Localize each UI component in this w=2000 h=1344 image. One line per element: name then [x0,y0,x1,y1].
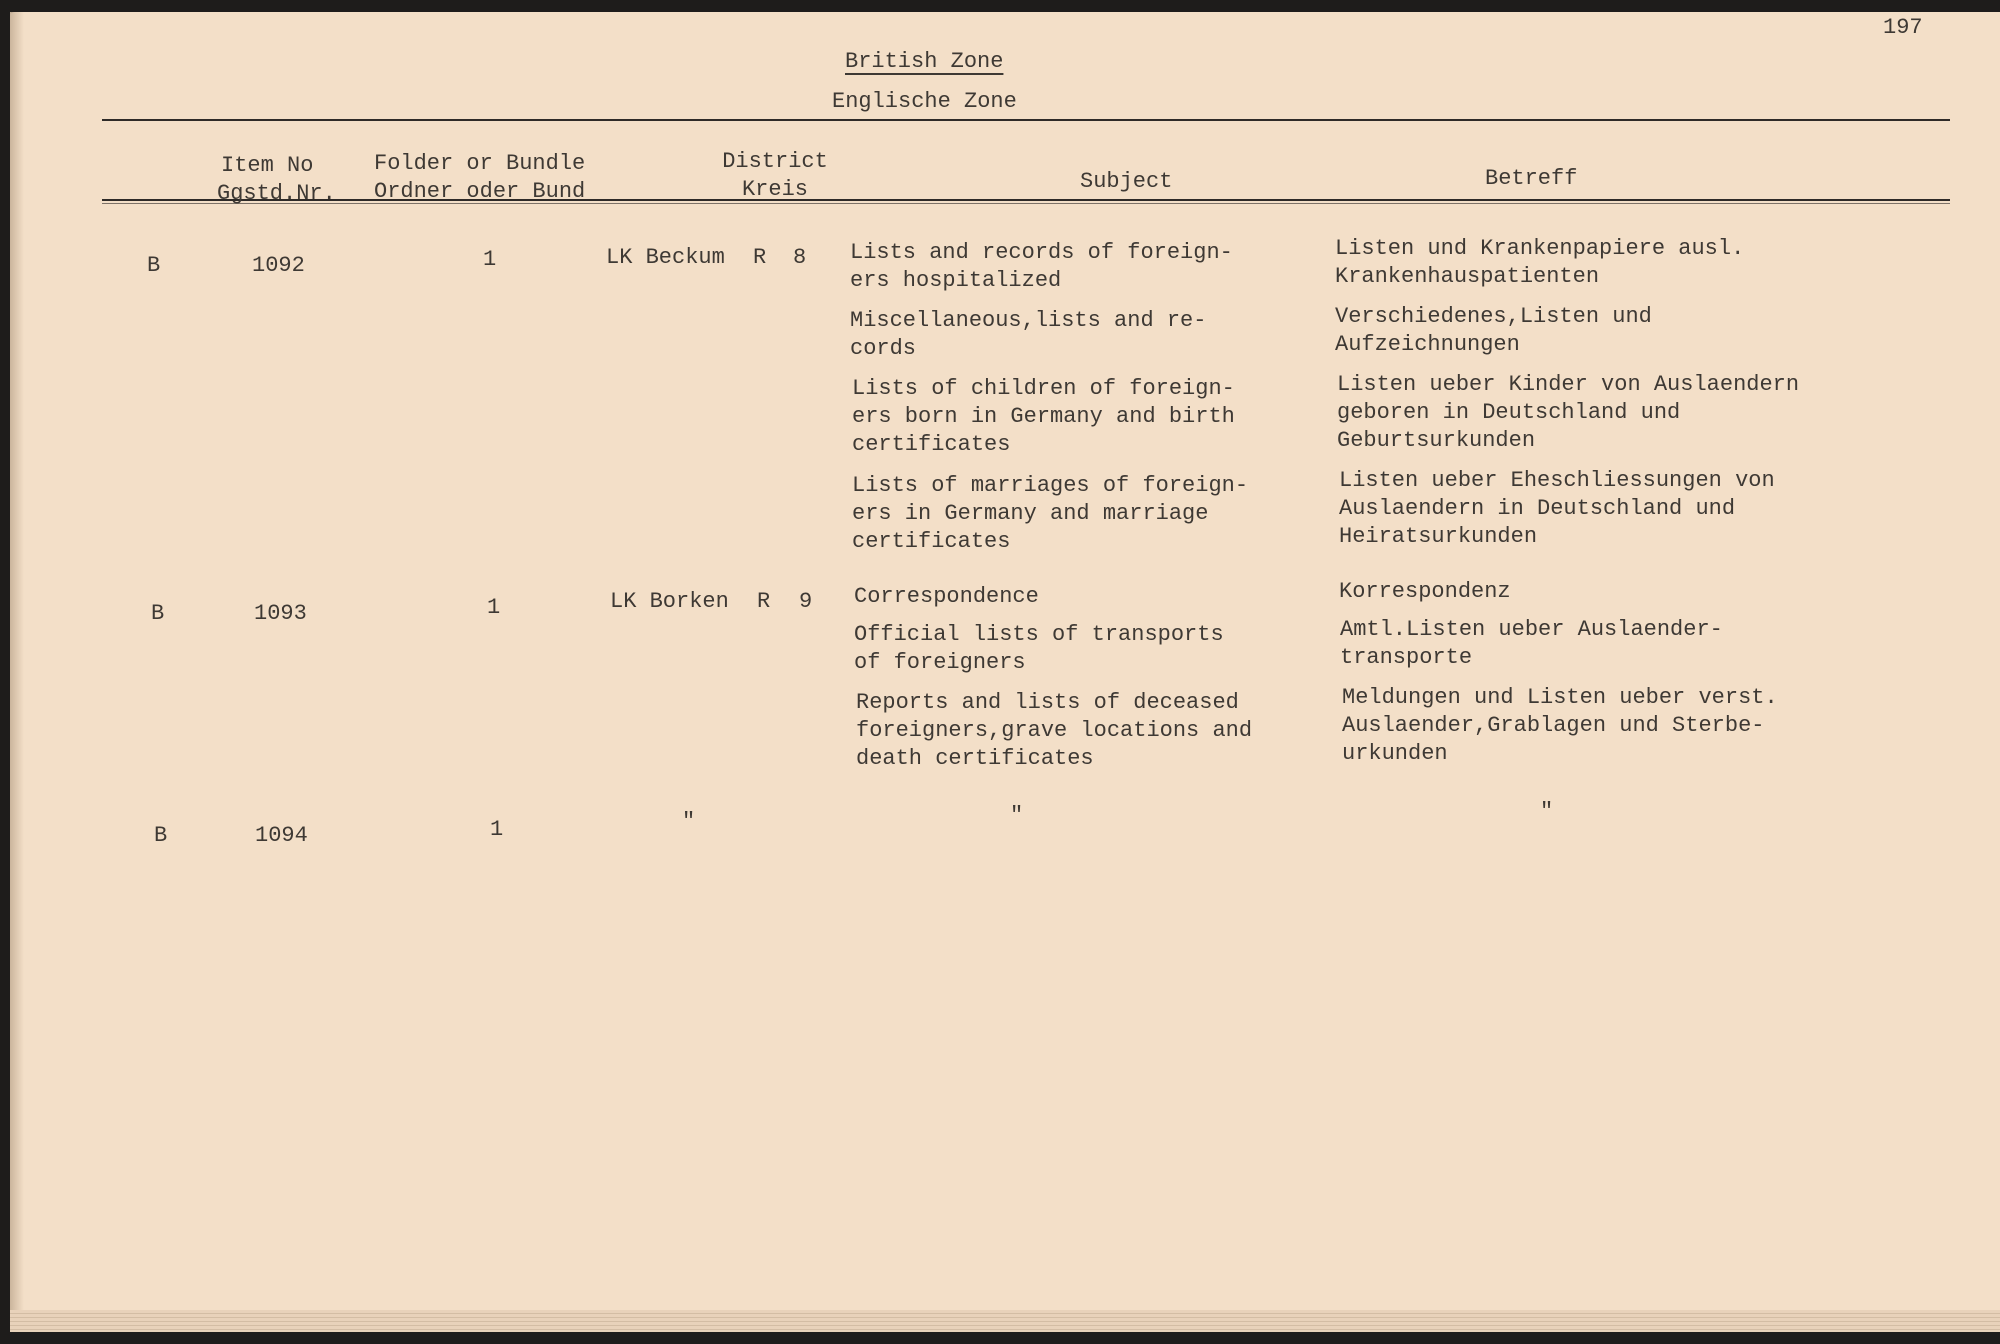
page-number: 197 [1883,15,1923,40]
row-1092-district: LK Beckum [606,245,725,270]
betreff-line: Krankenhauspatienten [1335,264,1600,289]
row-1093-folder: 1 [487,595,501,620]
betreff-line: Heiratsurkunden [1339,524,1538,549]
row-1093-betreff-2 [1340,616,1723,672]
subject-line: of foreigners [854,650,1026,675]
betreff-line: Aufzeichnungen [1335,332,1520,357]
betreff-line: Korrespondenz [1339,579,1511,604]
row-1092-r: R [753,245,767,270]
betreff-line: geboren in Deutschland und [1337,400,1681,425]
subject-line: Lists of children of foreign- [852,376,1235,401]
subject-line: Reports and lists of deceased [856,690,1239,715]
row-1094-letter: B [154,823,168,848]
subject-line: certificates [852,432,1011,457]
header-district [710,148,840,204]
row-1094-subject-ditto: " [1010,803,1024,828]
row-1094-betreff-ditto: " [1540,799,1554,824]
page-title: British Zone [845,49,1004,74]
subject-line: cords [850,336,917,361]
row-1092-subject-3 [852,375,1235,459]
subject-line: Correspondence [854,584,1039,609]
subject-line: ers hospitalized [850,268,1062,293]
header-item-no-de: Ggstd.Nr. [217,181,336,206]
row-1092-r-num: 8 [793,245,807,270]
header-item-no [217,152,336,208]
binding-shadow [10,12,24,1332]
betreff-line: Auslaender,Grablagen und Sterbe- [1342,713,1765,738]
row-1092-subject-2 [850,307,1206,363]
subject-line: Lists of marriages of foreign- [852,473,1249,498]
subject-line: death certificates [856,746,1094,771]
betreff-line: urkunden [1342,741,1448,766]
row-1092-folder: 1 [483,247,497,272]
row-1093-subject-1 [854,583,1039,611]
row-1093-r: R [757,589,771,614]
subject-line: ers born in Germany and birth [852,404,1235,429]
row-1092-betreff-1 [1335,235,1744,291]
betreff-line: transporte [1340,645,1473,670]
row-1093-district: LK Borken [610,589,729,614]
header-item-no-en: Item No [221,153,314,178]
page-subtitle: Englische Zone [832,89,1017,114]
subject-line: Official lists of transports [854,622,1224,647]
subject-line: Miscellaneous,lists and re- [850,308,1207,333]
betreff-line: Listen ueber Kinder von Auslaendern [1337,372,1800,397]
row-1092-letter: B [147,253,161,278]
document-page [10,12,2000,1332]
row-1092-subject-4 [852,472,1248,556]
row-1094-item: 1094 [255,823,308,848]
header-betreff: Betreff [1485,166,1578,191]
header-folder-en: Folder or Bundle [374,151,586,176]
subject-line: foreigners,grave locations and [856,718,1253,743]
betreff-line: Meldungen und Listen ueber verst. [1342,685,1778,710]
header-top-rule [102,119,1950,121]
row-1093-subject-3 [856,689,1252,773]
subject-line: ers in Germany and marriage [852,501,1209,526]
header-subject: Subject [1080,169,1173,194]
betreff-line: Geburtsurkunden [1337,428,1536,453]
row-1092-item: 1092 [252,253,305,278]
row-1093-betreff-1 [1339,578,1511,606]
betreff-line: Listen ueber Eheschliessungen von [1339,468,1775,493]
header-folder-de: Ordner oder Bund [374,179,586,204]
row-1093-r-num: 9 [799,589,813,614]
betreff-line: Amtl.Listen ueber Auslaender- [1340,617,1723,642]
betreff-line: Auslaendern in Deutschland und [1339,496,1736,521]
row-1093-item: 1093 [254,601,307,626]
row-1092-subject-1 [850,239,1233,295]
row-1092-betreff-4 [1339,467,1775,551]
subject-line: Lists and records of foreign- [850,240,1233,265]
header-district-de: Kreis [741,177,808,202]
row-1092-betreff-3 [1337,371,1799,455]
header-district-en: District [722,149,828,174]
header-folder [374,150,585,206]
betreff-line: Verschiedenes,Listen und [1335,304,1652,329]
row-1094-folder: 1 [490,817,504,842]
betreff-line: Listen und Krankenpapiere ausl. [1335,236,1745,261]
row-1094-district-ditto: " [682,809,696,834]
row-1093-betreff-3 [1342,684,1778,768]
row-1093-letter: B [151,601,165,626]
subject-line: certificates [852,529,1011,554]
page-stack-edge [10,1310,2000,1332]
row-1092-betreff-2 [1335,303,1652,359]
row-1093-subject-2 [854,621,1224,677]
